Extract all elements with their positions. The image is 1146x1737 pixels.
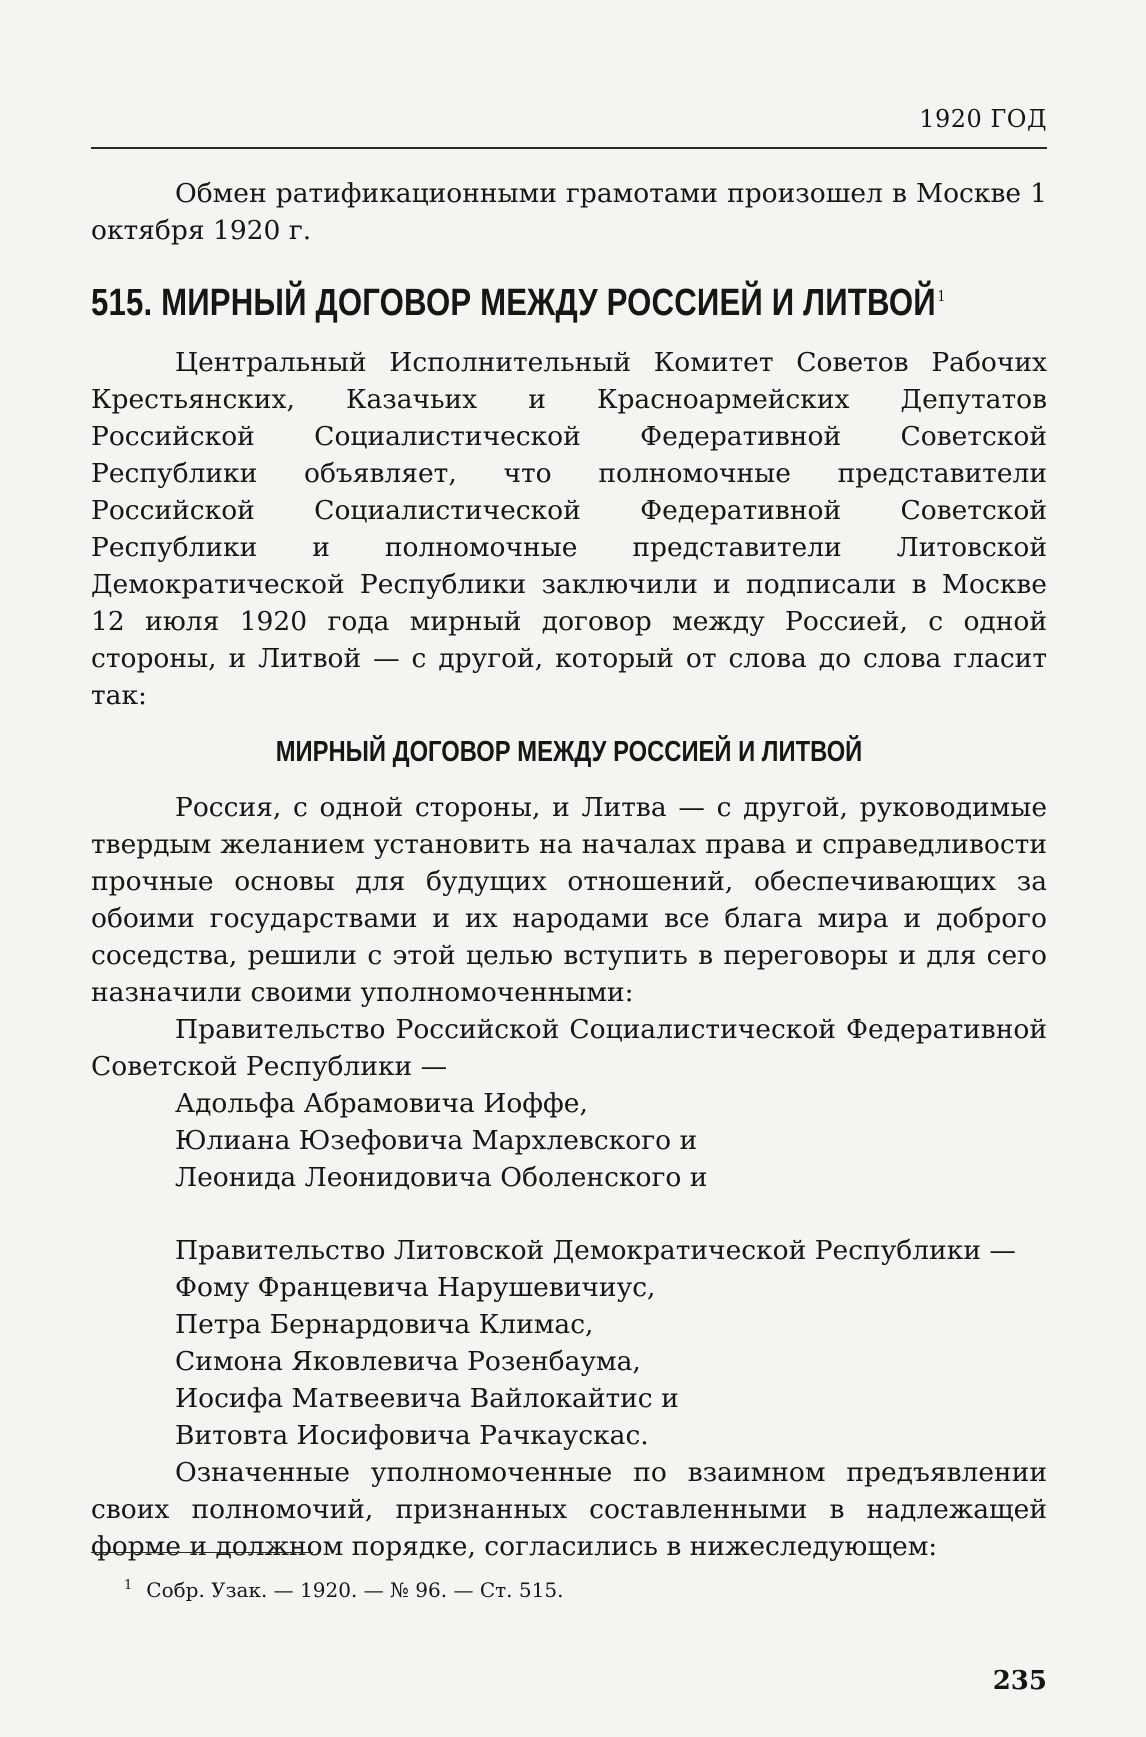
lithuania-government-line: Правительство Литовской Демократической Республики — — [175, 1235, 1016, 1266]
lithuania-delegate: Иосифа Матвеевича Вайлокайтис и — [175, 1383, 679, 1414]
footnote-text: Собр. Узак. — 1920. — № 96. — Ст. 515. — [146, 1578, 564, 1602]
lithuania-delegate: Витовта Иосифовича Рачкаускас. — [175, 1420, 649, 1451]
russia-government-line: Правительство Российской Социалистической Федеративной Советской Республики — — [91, 1014, 1047, 1082]
russia-delegate: Юлиана Юзефовича Мархлевского и — [175, 1125, 698, 1156]
running-head — [91, 97, 1047, 149]
lithuania-delegate: Петра Бернардовича Климас, — [175, 1309, 594, 1340]
russia-delegate: Леонида Леонидовича Оболенского и — [175, 1162, 708, 1193]
treaty-opening-paragraph: Россия, с одной стороны, и Литва — с другой, руководимые твердым желанием установить на началах права и справедливости прочные основы для будущих отношений, обеспечивающих за обоими государствами и их народами все блага мира и доброго соседства, решили с этой целью вступить в переговоры и для сего назначили своими уполномоченными: — [91, 792, 1047, 1008]
footnote-divider — [91, 1552, 313, 1553]
treaty-title: МИРНЫЙ ДОГОВОР МЕЖДУ РОССИЕЙ И ЛИТВОЙ — [275, 736, 863, 768]
lithuania-delegate: Симона Яковлевича Розенбаума, — [175, 1346, 641, 1377]
footnote — [124, 1578, 563, 1602]
lithuania-delegate: Фому Францевича Нарушевичиус, — [175, 1272, 656, 1303]
blank-line — [91, 1196, 1047, 1232]
intro-paragraph: Обмен ратификационными грамотами произошел в Москве 1 октября 1920 г. — [91, 178, 1047, 246]
section-heading — [91, 282, 946, 324]
running-head-year: 1920 ГОД — [919, 105, 1047, 133]
russia-delegate: Адольфа Абрамовича Иоффе, — [175, 1088, 588, 1119]
footnote-reference: 1 — [937, 287, 946, 306]
footnote-marker: 1 — [124, 1578, 133, 1594]
page-content — [91, 175, 1047, 1565]
preamble-paragraph: Центральный Исполнительный Комитет Советов Рабочих Крестьянских, Казачьих и Красноармейских Депутатов Российской Социалистической Федеративной Советской Республики объявляет, что полномочные представители Российской Социалистической Федеративной Советской Республики и полномочные представители Литовской Демократической Республики заключили и подписали в Москве 12 июля 1920 года мирный договор между Россией, с одной стороны, и Литвой — с другой, который от слова до слова гласит так: — [91, 347, 1047, 711]
page-number: 235 — [992, 1666, 1047, 1696]
treaty-closing-paragraph: Означенные уполномоченные по взаимном предъявлении своих полномочий, признанных составленными в надлежащей форме и должном порядке, согласились в нижеследующем: — [91, 1457, 1047, 1562]
section-title: 515. МИРНЫЙ ДОГОВОР МЕЖДУ РОССИЕЙ И ЛИТВОЙ — [91, 282, 936, 324]
